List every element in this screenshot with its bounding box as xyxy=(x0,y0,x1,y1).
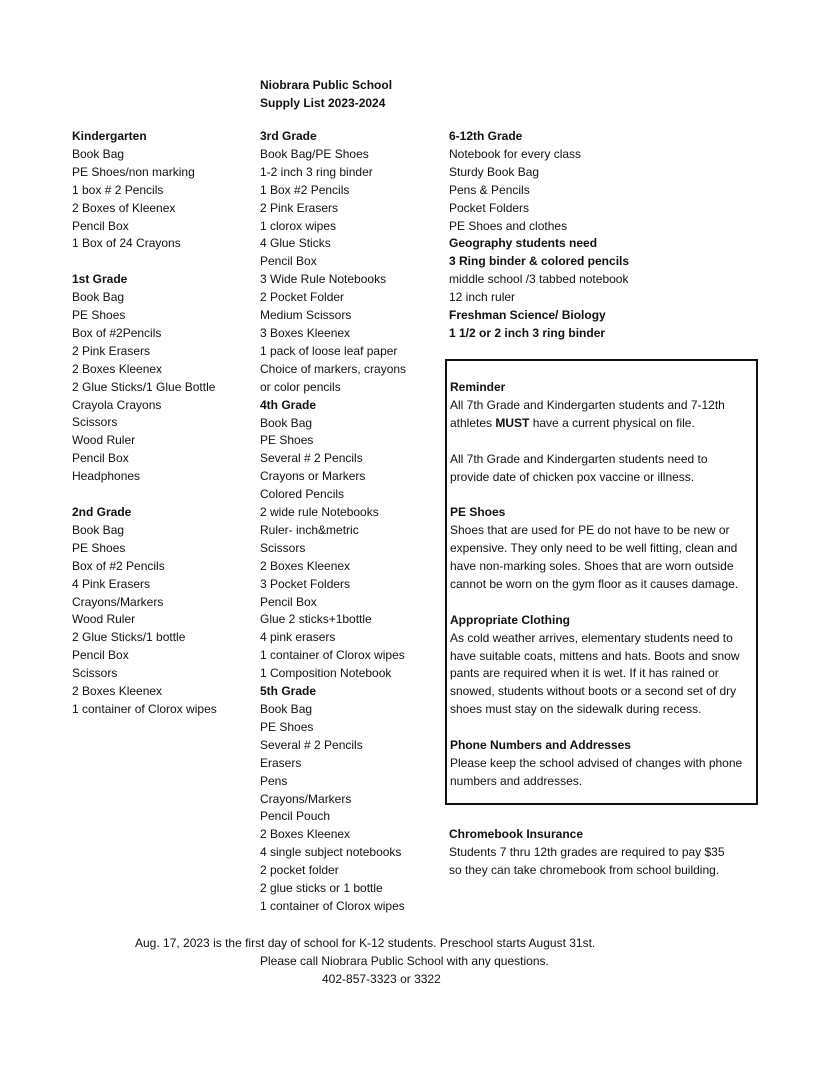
list-item: Crayons/Markers xyxy=(260,791,352,806)
list-item: Ruler- inch&metric xyxy=(260,522,359,537)
document-title xyxy=(260,76,392,112)
first-day-notice: Aug. 17, 2023 is the first day of school for K-12 students. Preschool starts August 31st. xyxy=(135,936,596,950)
list-item: 4 Pink Erasers xyxy=(72,576,151,591)
pe-shoes-text: cannot be worn on the gym floor as it causes damage. xyxy=(450,576,739,591)
list-item: Book Bag xyxy=(72,522,125,537)
list-item: 1 container of Clorox wipes xyxy=(260,648,405,663)
reminder-heading: Reminder xyxy=(450,380,506,394)
list-item: Book Bag/PE Shoes xyxy=(260,146,369,161)
list-item: 2 Pocket Folder xyxy=(260,290,345,305)
list-item: 1-2 inch 3 ring binder xyxy=(260,164,373,179)
list-item: Pencil Box xyxy=(72,218,129,233)
grade3-heading: 3rd Grade xyxy=(260,129,317,143)
list-item: Scissors xyxy=(72,415,118,430)
list-item: Notebook for every class xyxy=(449,146,582,161)
list-item: 3 Boxes Kleenex xyxy=(260,325,351,340)
list-item: 2 Boxes of Kleenex xyxy=(72,200,176,215)
list-item: 4 pink erasers xyxy=(260,630,336,645)
list-item: Pencil Box xyxy=(72,451,129,466)
list-item: 2 Boxes Kleenex xyxy=(260,558,351,573)
list-item: Pencil Box xyxy=(72,648,129,663)
list-item: 2 pocket folder xyxy=(260,863,339,878)
list-item: Wood Ruler xyxy=(72,433,136,448)
chromebook-text: Students 7 thru 12th grades are required to pay $35 xyxy=(449,844,725,859)
list-item: Box of #2 Pencils xyxy=(72,558,165,573)
pe-shoes-heading: PE Shoes xyxy=(450,505,506,520)
grade5-heading: 5th Grade xyxy=(260,684,317,699)
kindergarten-heading: Kindergarten xyxy=(72,129,147,143)
list-item: Book Bag xyxy=(260,702,313,716)
phone-text: numbers and addresses. xyxy=(450,773,583,788)
reminder-text: All 7th Grade and Kindergarten students and 7-12th xyxy=(450,397,725,412)
list-item: Book Bag xyxy=(72,290,125,305)
list-item: 4 Glue Sticks xyxy=(260,236,331,251)
clothing-text: shoes must stay on the sidewalk during recess. xyxy=(450,702,702,717)
list-item: 2 Pink Erasers xyxy=(260,200,339,215)
school-name: Niobrara Public School xyxy=(260,78,393,92)
list-item: Colored Pencils xyxy=(260,487,345,502)
column-k-2 xyxy=(72,128,217,719)
clothing-text: As cold weather arrives, elementary students need to xyxy=(450,630,733,645)
clothing-text: have suitable coats, mittens and hats. Boots and snow xyxy=(450,648,740,663)
list-item: PE Shoes and clothes xyxy=(449,218,568,233)
list-item: 4 single subject notebooks xyxy=(260,845,402,860)
chromebook-section xyxy=(449,826,725,880)
list-item: PE Shoes/non marking xyxy=(72,164,195,179)
notice-box xyxy=(445,359,758,805)
grade1-heading: 1st Grade xyxy=(72,272,128,287)
science-subheading: 1 1/2 or 2 inch 3 ring binder xyxy=(449,325,606,340)
geography-subheading: 3 Ring binder & colored pencils xyxy=(449,254,630,269)
pe-shoes-text: expensive. They only need to be well fitting, clean and xyxy=(450,541,738,556)
list-item: PE Shoes xyxy=(72,308,126,323)
list-item: Pens & Pencils xyxy=(449,182,530,197)
grade4-heading: 4th Grade xyxy=(260,397,317,412)
list-item: Pencil Box xyxy=(260,594,317,609)
pe-shoes-text: have non-marking soles. Shoes that are worn outside xyxy=(450,559,734,574)
list-item: Glue 2 sticks+1bottle xyxy=(260,612,372,627)
list-item: PE Shoes xyxy=(260,719,314,734)
list-item: Pocket Folders xyxy=(449,200,530,215)
list-item: PE Shoes xyxy=(72,540,126,555)
list-item: or color pencils xyxy=(260,379,341,394)
chickenpox-text: provide date of chicken pox vaccine or illness. xyxy=(450,469,695,484)
list-item: Scissors xyxy=(260,540,306,555)
chickenpox-text: All 7th Grade and Kindergarten students need to xyxy=(450,451,708,466)
list-item: Crayons or Markers xyxy=(260,469,366,484)
list-item: 1 Box of 24 Crayons xyxy=(72,236,181,251)
pe-shoes-text: Shoes that are used for PE do not have to be new or xyxy=(450,523,730,538)
contact-notice: Please call Niobrara Public School with any questions. xyxy=(260,954,549,968)
list-item: Crayola Crayons xyxy=(72,397,162,412)
list-item: 1 Box #2 Pencils xyxy=(260,182,350,197)
list-item: 2 Glue Sticks/1 Glue Bottle xyxy=(72,379,216,394)
list-item: 1 clorox wipes xyxy=(260,218,337,233)
reminder-text: athletes MUST have a current physical on file. xyxy=(450,415,695,430)
list-item: Several # 2 Pencils xyxy=(260,737,363,752)
science-heading: Freshman Science/ Biology xyxy=(449,308,606,323)
chromebook-heading: Chromebook Insurance xyxy=(449,827,584,841)
list-item: Book Bag xyxy=(72,146,125,161)
list-item: Choice of markers, crayons xyxy=(260,361,407,376)
clothing-heading: Appropriate Clothing xyxy=(450,612,570,627)
list-item: Pens xyxy=(260,773,288,788)
column-3-5 xyxy=(260,128,406,916)
list-item: 2 Boxes Kleenex xyxy=(72,361,163,376)
grade6-12-heading: 6-12th Grade xyxy=(449,129,523,143)
column-6-12 xyxy=(449,128,629,343)
supply-list-year: Supply List 2023-2024 xyxy=(260,96,386,110)
clothing-text: pants are required when it is wet. If it has rained or xyxy=(450,666,719,681)
list-item: 3 Pocket Folders xyxy=(260,576,351,591)
list-item: 2 Pink Erasers xyxy=(72,343,151,358)
list-item: Medium Scissors xyxy=(260,308,352,323)
grade2-heading: 2nd Grade xyxy=(72,505,132,519)
list-item: Several # 2 Pencils xyxy=(260,451,363,466)
list-item: 2 Glue Sticks/1 bottle xyxy=(72,630,186,645)
chromebook-text: so they can take chromebook from school building. xyxy=(449,862,720,877)
list-item: 3 Wide Rule Notebooks xyxy=(260,272,387,287)
geography-heading: Geography students need xyxy=(449,236,598,251)
phone-heading: Phone Numbers and Addresses xyxy=(450,738,631,753)
list-item: Book Bag xyxy=(260,415,313,430)
list-item: 1 box # 2 Pencils xyxy=(72,182,164,197)
list-item: Crayons/Markers xyxy=(72,594,164,609)
list-item: middle school /3 tabbed notebook xyxy=(449,272,629,287)
list-item: Box of #2Pencils xyxy=(72,325,162,340)
list-item: 2 wide rule Notebooks xyxy=(260,505,379,520)
list-item: 2 Boxes Kleenex xyxy=(260,827,351,842)
list-item: Pencil Pouch xyxy=(260,809,331,824)
list-item: Erasers xyxy=(260,755,302,770)
list-item: 1 Composition Notebook xyxy=(260,666,392,681)
list-item: Headphones xyxy=(72,469,141,484)
must-emphasis: MUST xyxy=(495,415,530,430)
phone-text: Please keep the school advised of changes with phone xyxy=(450,755,743,770)
phone-number: 402-857-3323 or 3322 xyxy=(322,972,441,986)
list-item: PE Shoes xyxy=(260,433,314,448)
list-item: Scissors xyxy=(72,666,118,681)
list-item: Pencil Box xyxy=(260,254,317,269)
list-item: 12 inch ruler xyxy=(449,290,516,305)
list-item: 2 glue sticks or 1 bottle xyxy=(260,881,383,896)
list-item: 1 container of Clorox wipes xyxy=(260,898,405,913)
clothing-text: snowed, students without boots or a second set of dry xyxy=(450,684,737,699)
list-item: 1 pack of loose leaf paper xyxy=(260,343,398,358)
list-item: 2 Boxes Kleenex xyxy=(72,684,163,699)
list-item: Wood Ruler xyxy=(72,612,136,627)
list-item: Sturdy Book Bag xyxy=(449,164,540,179)
list-item: 1 container of Clorox wipes xyxy=(72,701,217,716)
